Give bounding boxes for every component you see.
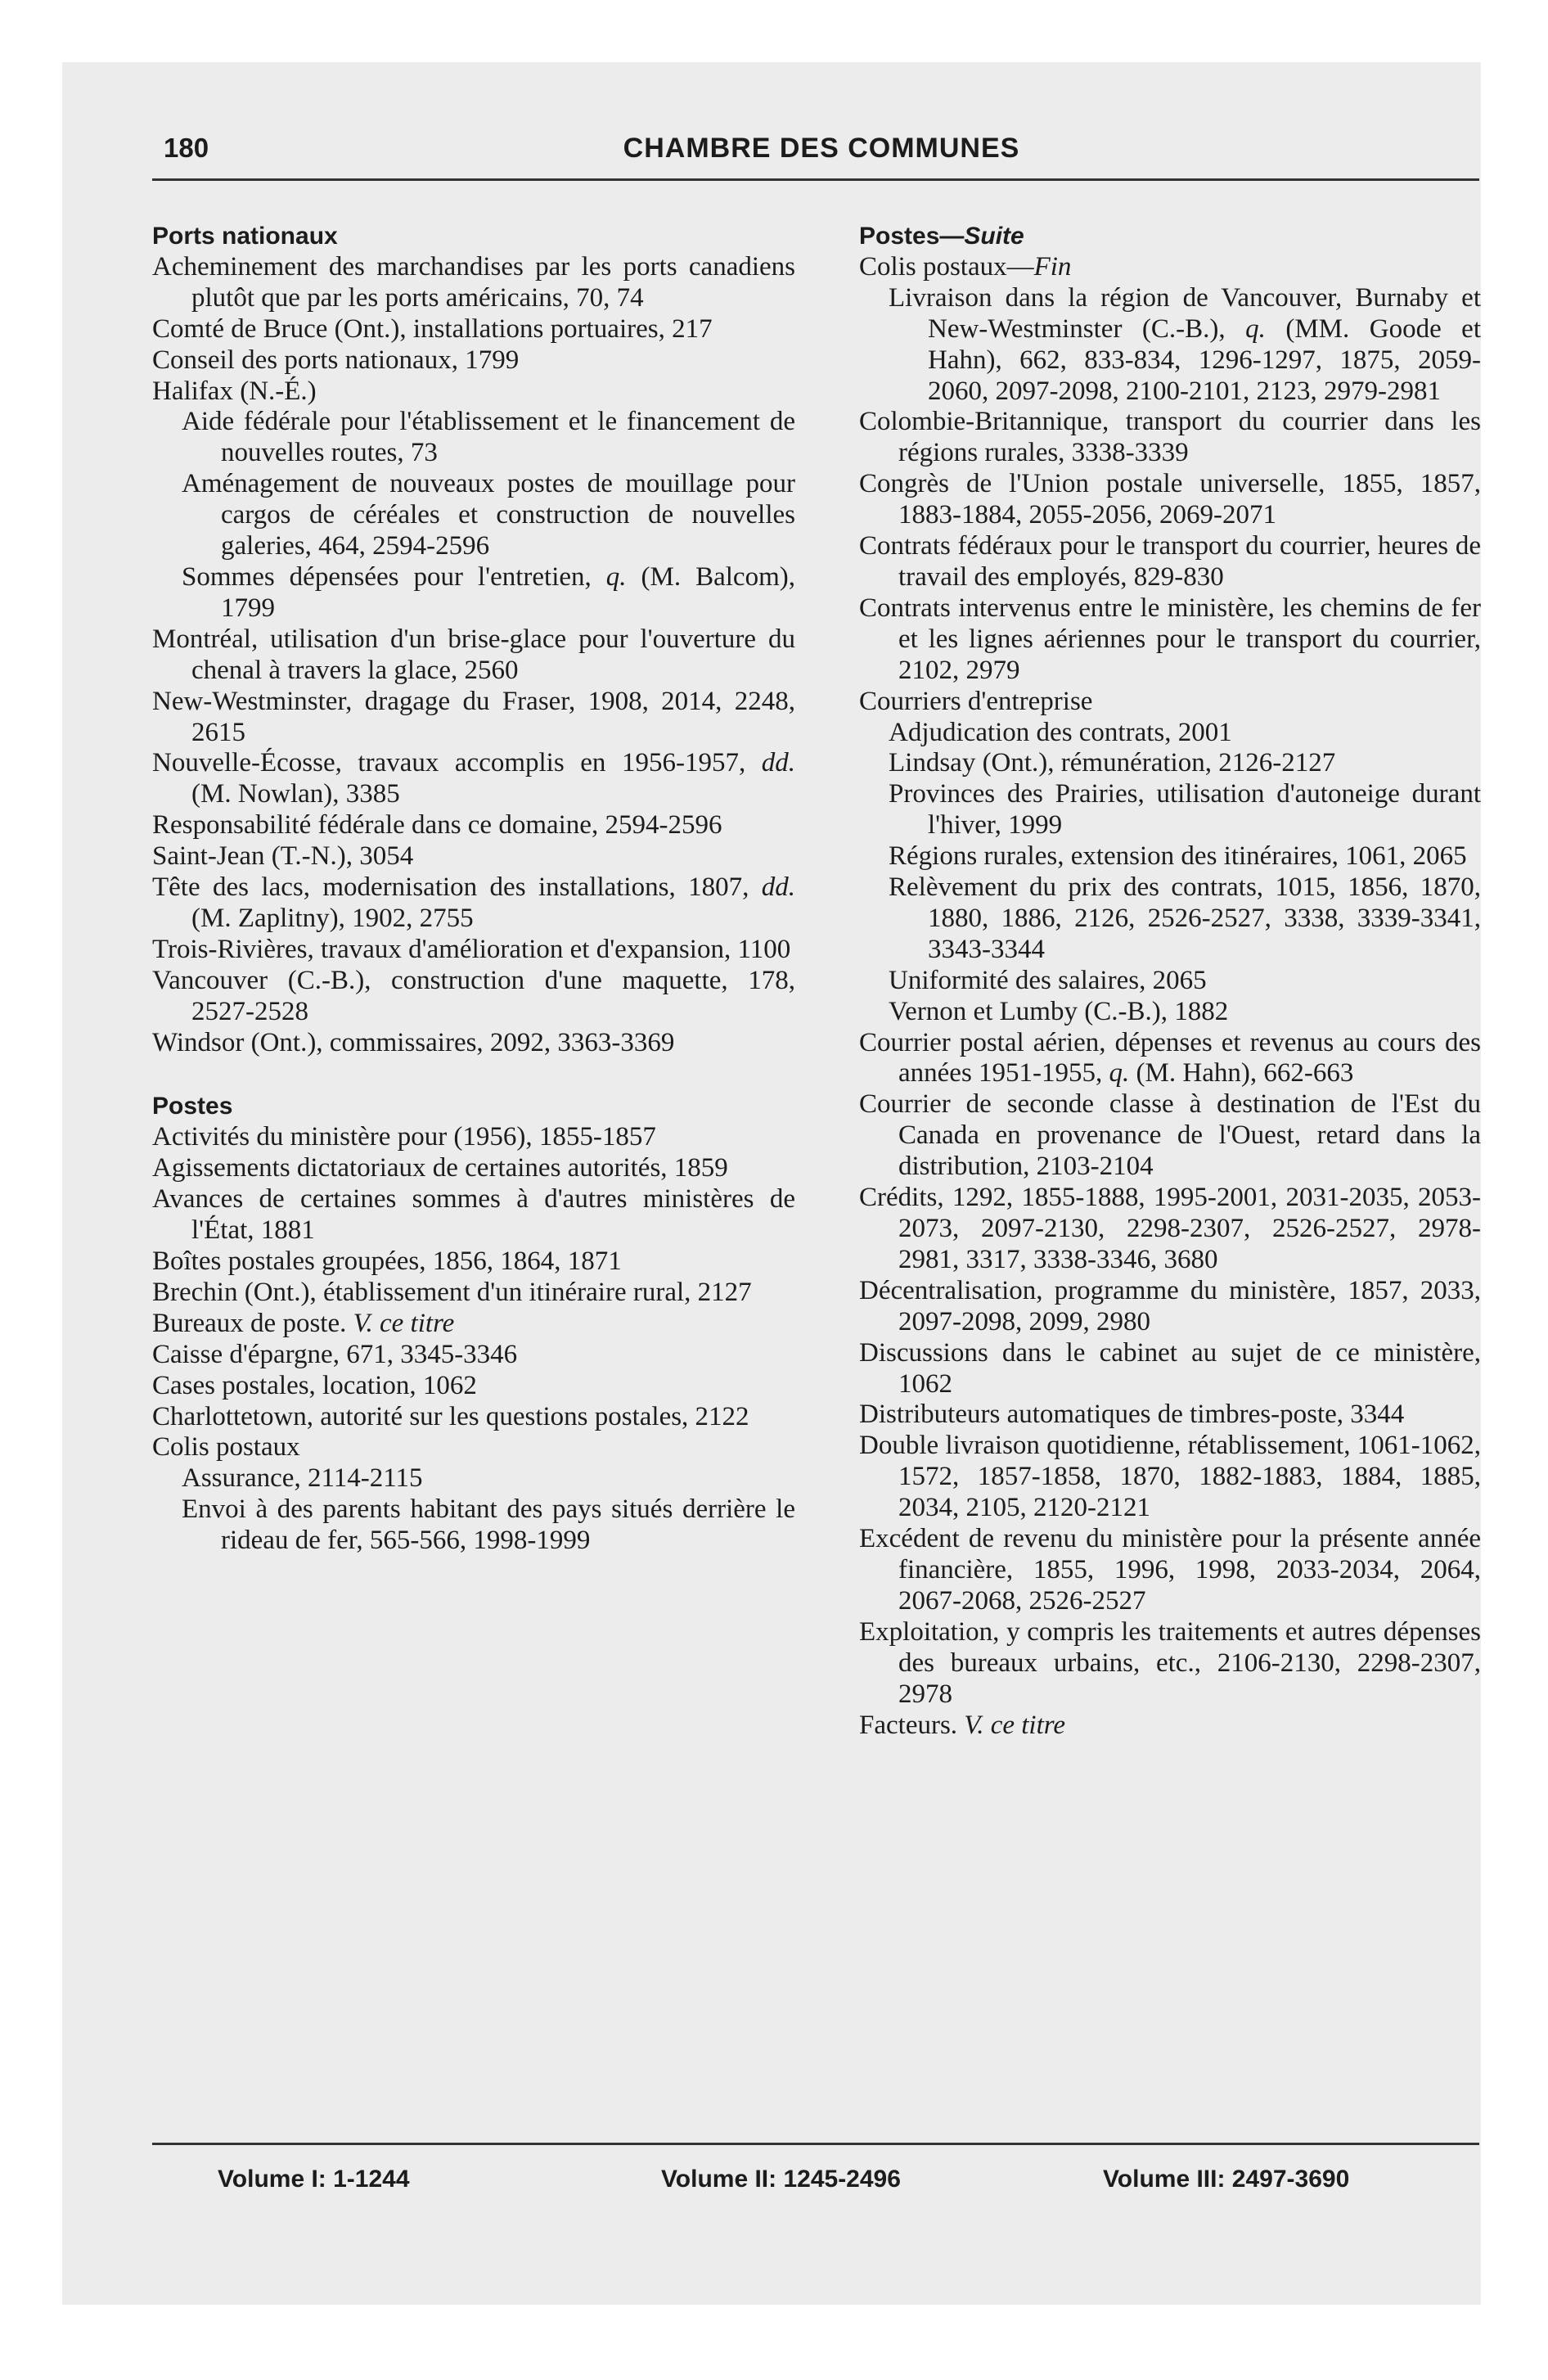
page-header	[164, 133, 1479, 174]
index-entry	[152, 314, 795, 345]
entry-text: Bureaux de poste.	[152, 1308, 353, 1338]
index-subentry	[152, 1494, 795, 1557]
index-entry	[152, 1371, 795, 1402]
index-entry	[859, 531, 1481, 593]
entry-text-continued: (M. Hahn), 662-663	[1129, 1058, 1354, 1089]
entry-text: Boîtes postales groupées, 1856, 1864, 1871	[152, 1246, 622, 1276]
index-entry	[859, 1338, 1481, 1400]
index-entry	[859, 1711, 1481, 1742]
entry-text: Contrats fédéraux pour le transport du courrier, heures de travail des employés, 829-830	[859, 531, 1481, 592]
index-entry	[152, 1246, 795, 1278]
index-entry	[152, 872, 795, 935]
index-subentry	[859, 966, 1481, 997]
entry-italic: Suite	[964, 223, 1024, 250]
index-entry	[859, 1431, 1481, 1524]
entry-text: Montréal, utilisation d'un brise-glace pour l'ouverture du chenal à travers la glace, 2560	[152, 624, 795, 685]
entry-italic: V. ce titre	[964, 1710, 1066, 1740]
entry-text: Aménagement de nouveaux postes de mouillage pour cargos de céréales et construction de nouvelles galeries, 464, 2594-2596	[182, 469, 795, 561]
entry-text: Exploitation, y compris les traitements et autres dépenses des bureaux urbains, etc., 2106-2130, 2298-2307, 2978	[859, 1616, 1481, 1709]
entry-text: Responsabilité fédérale dans ce domaine, 2594-2596	[152, 810, 722, 841]
section-gap	[152, 1058, 795, 1091]
entry-text: Conseil des ports nationaux, 1799	[152, 345, 520, 375]
entry-text: Vancouver (C.-B.), construction d'une maquette, 178, 2527-2528	[152, 965, 795, 1026]
entry-text: Windsor (Ont.), commissaires, 2092, 3363-3369	[152, 1027, 675, 1057]
index-entry	[152, 1402, 795, 1433]
entry-text: Congrès de l'Union postale universelle, 1855, 1857, 1883-1884, 2055-2056, 2069-2071	[859, 469, 1481, 530]
entry-text: Adjudication des contrats, 2001	[889, 717, 1232, 747]
index-entry	[859, 1276, 1481, 1338]
index-entry	[152, 1184, 795, 1246]
section-heading	[152, 1091, 795, 1122]
right-column	[859, 221, 1481, 1741]
entry-italic: Fin	[1033, 251, 1072, 282]
volume-1-range: Volume I: 1-1244	[218, 2166, 410, 2193]
entry-italic: q.	[605, 561, 627, 592]
entry-text: Charlottetown, autorité sur les questions postales, 2122	[152, 1401, 749, 1431]
index-subentry	[152, 469, 795, 562]
entry-text: Vernon et Lumby (C.-B.), 1882	[889, 996, 1229, 1026]
entry-text: Relèvement du prix des contrats, 1015, 1856, 1870, 1880, 1886, 2126, 2526-2527, 3338, 3339-3341, 3343-3344	[889, 872, 1481, 964]
index-entry	[152, 345, 795, 376]
entry-text: Régions rurales, extension des itinéraires, 1061, 2065	[889, 841, 1467, 872]
entry-text: Caisse d'épargne, 671, 3345-3346	[152, 1339, 518, 1369]
entry-text: Distributeurs automatiques de timbres-poste, 3344	[859, 1400, 1405, 1430]
index-subentry	[859, 283, 1481, 408]
index-subentry	[152, 562, 795, 624]
volume-2-range: Volume II: 1245-2496	[661, 2166, 901, 2193]
index-subentry	[859, 997, 1481, 1028]
index-entry	[152, 1153, 795, 1184]
entry-text: Saint-Jean (T.-N.), 3054	[152, 841, 414, 872]
entry-text: Facteurs.	[859, 1710, 965, 1740]
index-entry	[859, 407, 1481, 469]
index-entry	[152, 1432, 795, 1463]
entry-text: Discussions dans le cabinet au sujet de ce ministère, 1062	[859, 1337, 1481, 1399]
entry-text: Ports nationaux	[152, 223, 338, 250]
index-entry	[152, 1340, 795, 1371]
entry-text: Lindsay (Ont.), rémunération, 2126-2127	[889, 748, 1336, 778]
index-subentry	[859, 872, 1481, 966]
entry-text: Décentralisation, programme du ministère, 1857, 2033, 2097-2098, 2099, 2980	[859, 1275, 1481, 1336]
index-entry	[859, 593, 1481, 687]
entry-text-continued: (M. Balcom), 1799	[221, 561, 795, 623]
entry-text-continued: (MM. Goode et Hahn), 662, 833-834, 1296-1297, 1875, 2059-2060, 2097-2098, 2100-2101, 2123, 2979-2981	[928, 313, 1481, 406]
entry-text: Avances de certaines sommes à d'autres ministères de l'État, 1881	[152, 1184, 795, 1246]
index-entry	[152, 1122, 795, 1153]
entry-italic: q.	[1245, 313, 1266, 344]
index-entry	[152, 1309, 795, 1340]
entry-text: Courrier de seconde classe à destination de l'Est du Canada en provenance de l'Ouest, retard dans la distribution, 2103-2104	[859, 1089, 1481, 1182]
entry-text: Courriers d'entreprise	[859, 686, 1093, 716]
entry-text: Colis postaux—	[859, 251, 1034, 282]
left-column	[152, 221, 795, 1557]
entry-text: New-Westminster, dragage du Fraser, 1908, 2014, 2248, 2615	[152, 686, 795, 747]
index-entry	[859, 1400, 1481, 1431]
index-subentry	[152, 407, 795, 469]
header-rule	[152, 178, 1479, 181]
entry-text: Courrier postal aérien, dépenses et revenus au cours des années 1951-1955,	[859, 1027, 1481, 1089]
index-subentry	[859, 841, 1481, 872]
entry-text: Halifax (N.-É.)	[152, 376, 317, 406]
index-entry	[859, 1617, 1481, 1711]
entry-text: Activités du ministère pour (1956), 1855-1857	[152, 1122, 656, 1152]
index-entry	[152, 252, 795, 314]
entry-text: Provinces des Prairies, utilisation d'autoneige durant l'hiver, 1999	[889, 779, 1481, 841]
running-title: CHAMBRE DES COMMUNES	[623, 133, 1020, 164]
index-entry	[152, 1278, 795, 1309]
entry-text: Cases postales, location, 1062	[152, 1370, 477, 1400]
index-subentry	[859, 718, 1481, 749]
index-entry	[859, 1089, 1481, 1183]
entry-text: Aide fédérale pour l'établissement et le financement de nouvelles routes, 73	[182, 407, 795, 468]
entry-text: Comté de Bruce (Ont.), installations portuaires, 217	[152, 313, 713, 344]
entry-text: Nouvelle-Écosse, travaux accomplis en 1956-1957,	[152, 748, 762, 778]
entry-italic: dd.	[761, 872, 795, 903]
section-heading	[859, 221, 1481, 252]
index-entry	[859, 687, 1481, 718]
entry-text: Double livraison quotidienne, rétablissement, 1061-1062, 1572, 1857-1858, 1870, 1882-1883, 1884, 1885, 2034, 2105, 2120-2121	[859, 1431, 1481, 1523]
footer-rule	[152, 2143, 1479, 2145]
index-entry	[152, 966, 795, 1028]
index-entry	[152, 841, 795, 872]
index-entry	[859, 1524, 1481, 1617]
entry-text: Contrats intervenus entre le ministère, les chemins de fer et les lignes aériennes pour le transport du courrier, 2102, 2979	[859, 593, 1481, 685]
entry-text: Envoi à des parents habitant des pays situés derrière le rideau de fer, 565-566, 1998-1999	[182, 1494, 795, 1556]
index-entry	[152, 810, 795, 841]
entry-text: Livraison dans la région de Vancouver, Burnaby et New-Westminster (C.-B.),	[889, 282, 1481, 344]
page-number: 180	[164, 133, 209, 163]
index-entry	[859, 1028, 1481, 1090]
entry-italic: dd.	[761, 748, 795, 778]
entry-text: Postes—	[859, 223, 965, 250]
index-subentry	[859, 779, 1481, 841]
index-entry	[152, 624, 795, 687]
index-entry	[152, 935, 795, 966]
entry-text: Excédent de revenu du ministère pour la présente année financière, 1855, 1996, 1998, 2033-2034, 2064, 2067-2068, 2526-2527	[859, 1524, 1481, 1616]
index-subentry	[859, 748, 1481, 779]
entry-text: Uniformité des salaires, 2065	[889, 965, 1207, 995]
entry-italic: q.	[1109, 1058, 1130, 1089]
index-entry	[152, 687, 795, 749]
index-entry	[152, 1028, 795, 1059]
entry-italic: V. ce titre	[353, 1308, 455, 1338]
entry-text: Assurance, 2114-2115	[182, 1463, 423, 1494]
index-entry	[859, 252, 1481, 283]
index-entry	[152, 376, 795, 408]
index-entry	[152, 748, 795, 810]
entry-text: Crédits, 1292, 1855-1888, 1995-2001, 2031-2035, 2053-2073, 2097-2130, 2298-2307, 2526-2527, 2978-2981, 3317, 3338-3346, 3680	[859, 1183, 1481, 1274]
index-subentry	[152, 1463, 795, 1494]
entry-text-continued: (M. Nowlan), 3385	[191, 779, 400, 809]
index-entry	[859, 469, 1481, 531]
entry-text: Sommes dépensées pour l'entretien,	[182, 561, 606, 592]
entry-text: Brechin (Ont.), établissement d'un itinéraire rural, 2127	[152, 1277, 752, 1307]
entry-text: Colombie-Britannique, transport du courrier dans les régions rurales, 3338-3339	[859, 407, 1481, 468]
entry-text: Colis postaux	[152, 1432, 300, 1463]
volume-3-range: Volume III: 2497-3690	[1103, 2166, 1350, 2193]
entry-text: Trois-Rivières, travaux d'amélioration et d'expansion, 1100	[152, 934, 791, 964]
entry-text: Postes	[152, 1093, 233, 1120]
entry-text: Tête des lacs, modernisation des installations, 1807,	[152, 872, 762, 903]
index-entry	[859, 1183, 1481, 1276]
section-heading	[152, 221, 795, 252]
entry-text: Acheminement des marchandises par les ports canadiens plutôt que par les ports américains, 70, 74	[152, 251, 795, 313]
entry-text-continued: (M. Zaplitny), 1902, 2755	[191, 903, 474, 933]
entry-text: Agissements dictatoriaux de certaines autorités, 1859	[152, 1153, 728, 1183]
